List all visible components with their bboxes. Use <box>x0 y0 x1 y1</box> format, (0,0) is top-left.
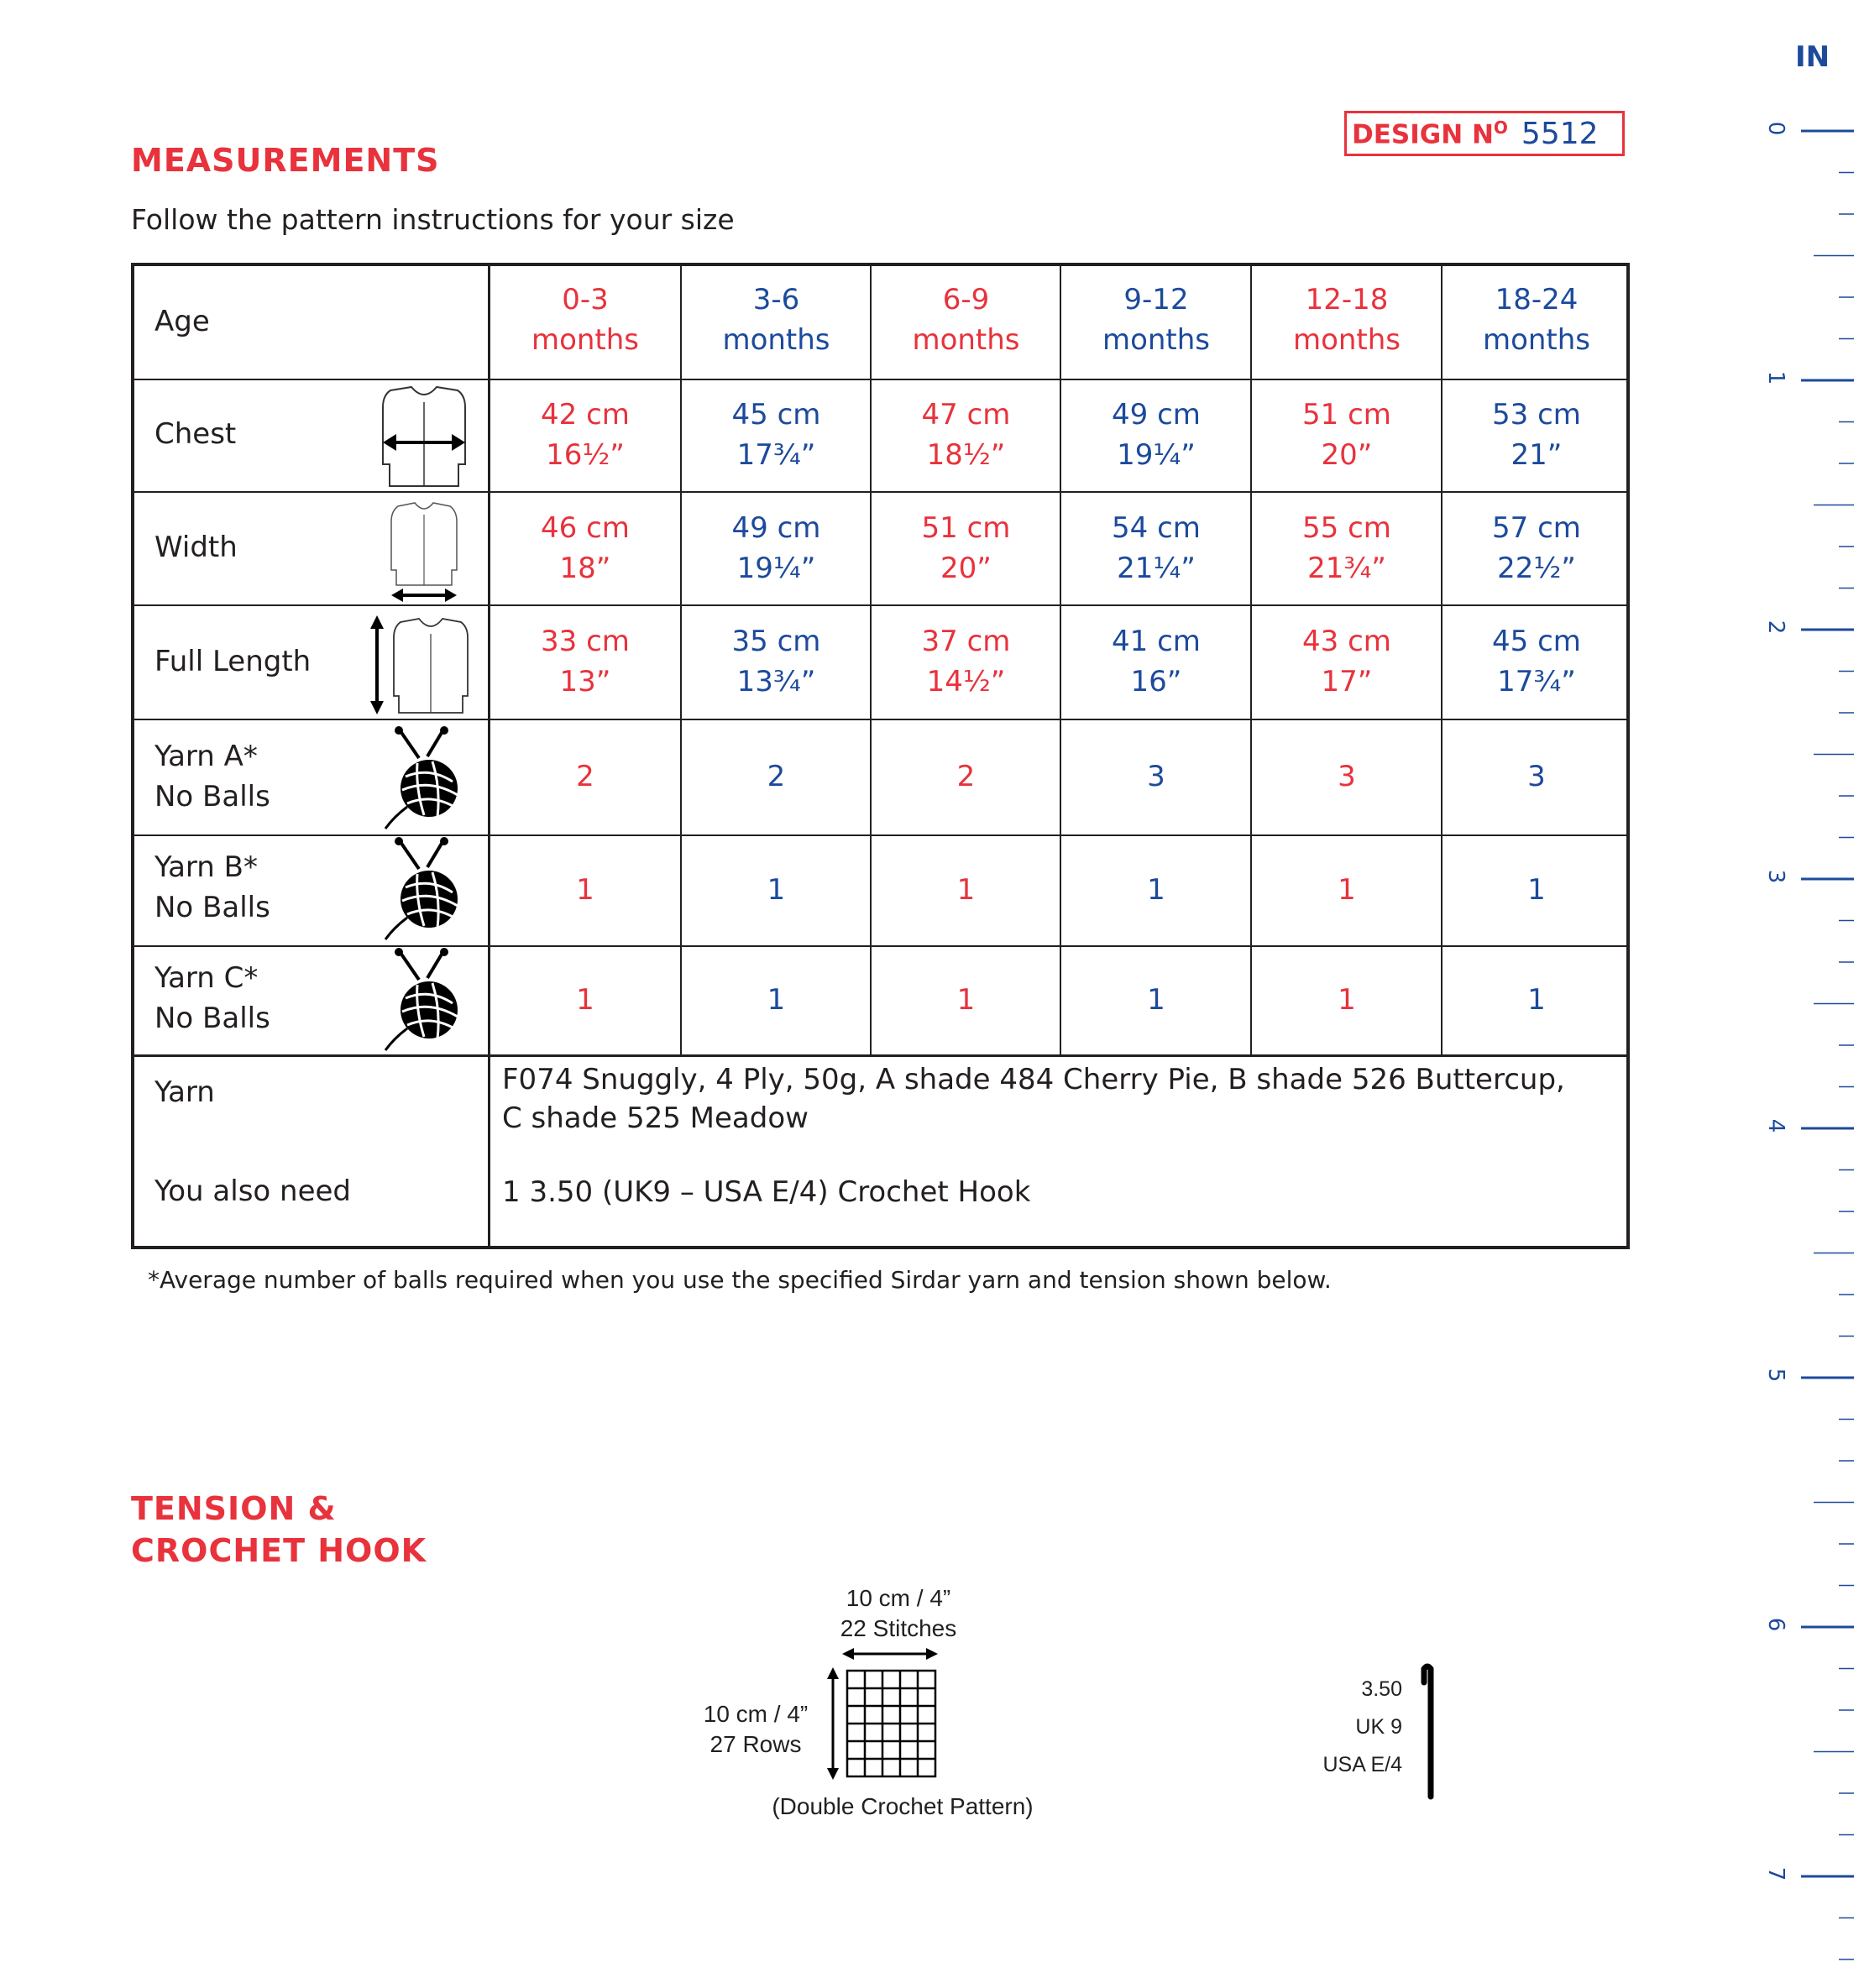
table-cell: 46 cm 18” <box>541 510 630 585</box>
table-cell: 47 cm 18½” <box>921 398 1011 472</box>
tension-caption: (Double Crochet Pattern) <box>772 1793 1034 1819</box>
yarn-ball-icon <box>382 948 463 1052</box>
age-header-cell: 9-12 months <box>1102 283 1211 357</box>
ruler-number: 7 <box>1763 1866 1788 1881</box>
ruler-number: 1 <box>1763 370 1788 385</box>
table-cell: 1 <box>1147 983 1165 1017</box>
measurements-intro: Follow the pattern instructions for your size <box>131 203 735 236</box>
chest-garment-icon <box>378 384 470 489</box>
table-cell: 2 <box>767 760 786 793</box>
table-cell: 1 <box>767 873 786 907</box>
age-header-cell: 3-6 months <box>722 283 830 357</box>
design-number-box <box>1344 111 1625 156</box>
age-label: Age <box>154 305 210 338</box>
age-header-cell: 0-3 months <box>531 283 640 357</box>
table-cell: 2 <box>956 760 976 793</box>
table-cell: 1 <box>576 873 594 907</box>
table-cell: 1 <box>1527 983 1546 1017</box>
table-cell: 1 <box>1338 873 1356 907</box>
table-cell: 3 <box>1147 760 1165 793</box>
table-cell: 43 cm 17” <box>1302 625 1391 698</box>
yarn-ball-icon <box>382 837 463 941</box>
row-label-full-length: Full Length <box>154 645 312 678</box>
tension-width-label: 10 cm / 4” 22 Stitches <box>840 1585 957 1641</box>
ruler-number: 4 <box>1763 1118 1788 1133</box>
table-cell: 49 cm 19¼” <box>731 510 821 585</box>
row-label-yarn-b: Yarn B* No Balls <box>154 850 270 924</box>
tension-heading: TENSION & CROCHET HOOK <box>131 1490 427 1569</box>
table-cell: 45 cm 17¾” <box>1492 625 1581 698</box>
table-cell: 3 <box>1527 760 1546 793</box>
table-cell: 35 cm 13¾” <box>731 625 821 698</box>
ruler-number: 3 <box>1763 869 1788 884</box>
age-header-cell: 18-24 months <box>1482 283 1591 357</box>
footnote: *Average number of balls required when you use the specified Sirdar yarn and tension shown below. <box>148 1266 1332 1294</box>
table-cell: 33 cm 13” <box>541 625 630 698</box>
design-number: 5512 <box>1521 116 1599 151</box>
table-cell: 57 cm 22½” <box>1492 510 1581 585</box>
tension-swatch-grid <box>819 1645 961 1788</box>
table-cell: 53 cm 21” <box>1492 398 1581 472</box>
ruler-number: 0 <box>1763 121 1788 136</box>
table-cell: 1 <box>576 983 594 1017</box>
yarn-description: F074 Snuggly, 4 Ply, 50g, A shade 484 Cherry Pie, B shade 526 Buttercup, C shade 525 Meadow <box>502 1063 1565 1135</box>
measurements-table <box>131 263 1630 1249</box>
table-cell: 55 cm 21¾” <box>1302 510 1391 585</box>
row-label-chest: Chest <box>154 417 237 451</box>
yarn-ball-icon <box>382 726 463 830</box>
table-cell: 51 cm 20” <box>921 510 1011 585</box>
ruler-number: 6 <box>1763 1617 1788 1632</box>
width-garment-icon <box>378 500 470 604</box>
hook-size-labels: 3.50 UK 9 USA E/4 <box>1322 1677 1402 1776</box>
table-cell: 42 cm 16½” <box>541 398 630 472</box>
table-cell: 1 <box>1338 983 1356 1017</box>
crochet-hook-icon <box>1419 1662 1444 1801</box>
row-label-width: Width <box>154 531 238 564</box>
ruler-number: 5 <box>1763 1368 1788 1383</box>
table-cell: 1 <box>956 873 976 907</box>
table-cell: 45 cm 17¾” <box>731 398 821 472</box>
table-cell: 49 cm 19¼” <box>1112 398 1201 472</box>
ruler-number: 2 <box>1763 620 1788 635</box>
measurements-heading: MEASUREMENTS <box>131 142 440 179</box>
also-need-text: 1 3.50 (UK9 – USA E/4) Crochet Hook <box>502 1175 1031 1209</box>
row-label-yarn-a: Yarn A* No Balls <box>154 740 270 814</box>
design-label: DESIGN $N^O$ <box>1352 117 1508 150</box>
table-cell: 2 <box>576 760 594 793</box>
table-cell: 37 cm 14½” <box>921 625 1011 698</box>
table-cell: 1 <box>767 983 786 1017</box>
also-need-label: You also need <box>154 1174 351 1208</box>
yarn-label: Yarn <box>154 1075 215 1109</box>
inch-ruler <box>1788 84 1864 1988</box>
table-cell: 1 <box>1527 873 1546 907</box>
length-garment-icon <box>365 612 470 718</box>
table-cell: 3 <box>1338 760 1356 793</box>
table-cell: 1 <box>956 983 976 1017</box>
row-label-yarn-c: Yarn C* No Balls <box>154 961 270 1035</box>
age-header-cell: 6-9 months <box>912 283 1020 357</box>
ruler-unit-label: IN <box>1795 40 1830 74</box>
age-header-cell: 12-18 months <box>1292 283 1401 357</box>
table-cell: 51 cm 20” <box>1302 398 1391 472</box>
table-cell: 41 cm 16” <box>1112 625 1201 698</box>
tension-height-label: 10 cm / 4” 27 Rows <box>703 1701 809 1757</box>
table-cell: 1 <box>1147 873 1165 907</box>
table-cell: 54 cm 21¼” <box>1112 510 1201 585</box>
